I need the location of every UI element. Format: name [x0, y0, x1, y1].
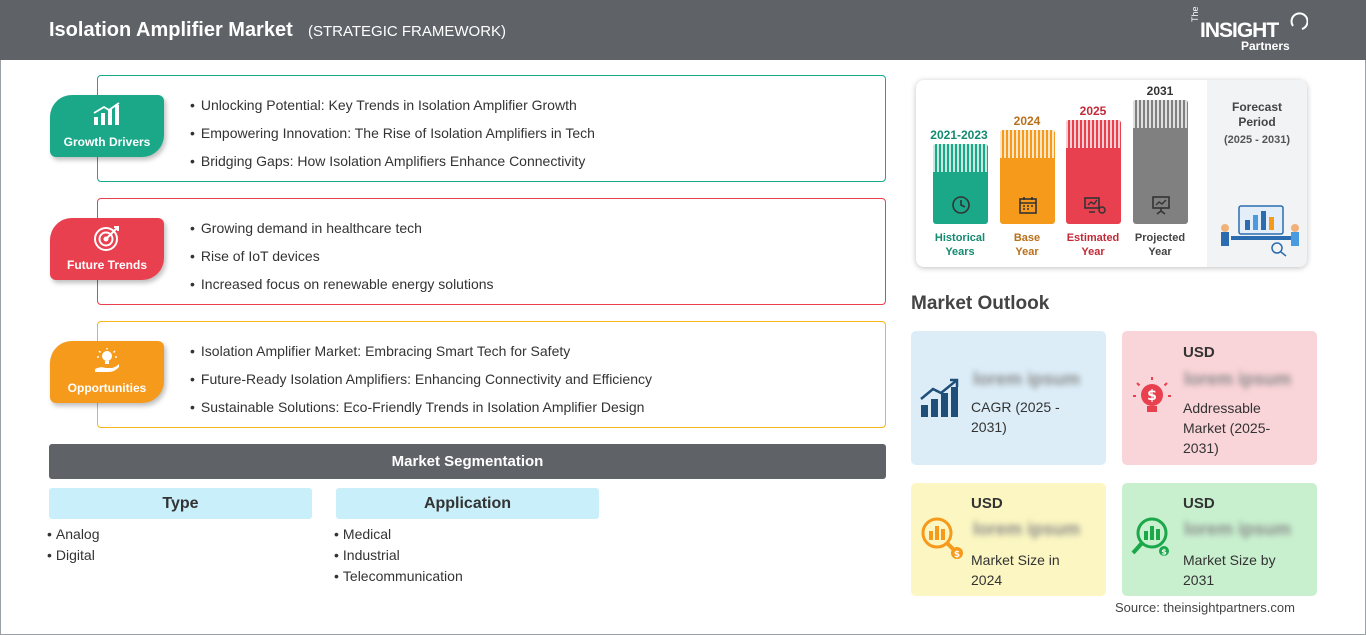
- idea-hand-icon: [92, 347, 122, 375]
- segment-application-header: Application: [336, 488, 599, 519]
- market-outlook-title: Market Outlook: [911, 293, 1050, 314]
- list-item: • Unlocking Potential: Key Trends in Isolation Amplifier Growth: [190, 95, 595, 123]
- list-item: • Digital: [47, 545, 100, 566]
- bar-year-label: 2024: [1013, 114, 1041, 128]
- presentation-icon: [1150, 194, 1172, 216]
- history-icon: [950, 194, 972, 216]
- bar-growth-icon: [92, 101, 122, 127]
- segment-type-header: Type: [49, 488, 312, 519]
- future-trends-panel: [97, 198, 886, 305]
- cagr-description: CAGR (2025 - 2031): [971, 399, 1060, 435]
- future-trends-label: Future Trends: [66, 258, 147, 272]
- logo-partners: Partners: [1241, 39, 1290, 53]
- analyst-illustration-icon: [1211, 198, 1303, 258]
- currency-label: USD: [1183, 344, 1215, 361]
- growth-drivers-badge: [50, 95, 164, 157]
- source-credit: Source: theinsightpartners.com: [1115, 600, 1295, 615]
- bar-year-label: 2025: [1079, 104, 1107, 118]
- outlook-card-size-2031: [1122, 483, 1317, 596]
- magnifier-chart-icon: [917, 513, 965, 561]
- magnifier-chart-icon: [1128, 513, 1176, 561]
- list-item: • Analog: [47, 524, 100, 545]
- insight-partners-logo[interactable]: [1190, 8, 1310, 54]
- svg-text:$: $: [1147, 388, 1157, 404]
- forecast-period-label: Forecast Period: [1231, 100, 1283, 129]
- list-item: • Bridging Gaps: How Isolation Amplifiers Enhance Connectivity: [190, 151, 595, 179]
- size-2031-value: lorem ipsum: [1184, 519, 1292, 539]
- page-title: Isolation Amplifier Market: [49, 19, 293, 41]
- logo-brand: INSIGHT: [1200, 19, 1279, 42]
- page-subtitle: (STRATEGIC FRAMEWORK): [308, 23, 507, 40]
- future-trends-badge: [50, 218, 164, 280]
- svg-text:$: $: [1161, 547, 1167, 557]
- logo-the: The: [1190, 6, 1200, 22]
- bar-caption: Projected Year: [1134, 232, 1186, 258]
- forecast-period-range: (2025 - 2031): [1223, 134, 1291, 146]
- bar-year-label: 2031: [1146, 84, 1174, 98]
- growth-chart-icon: [919, 377, 963, 419]
- timeline-bar-base: [1000, 130, 1055, 224]
- segment-type-list: [47, 524, 100, 566]
- list-item: • Industrial: [334, 545, 463, 566]
- bar-year-label: 2021-2023: [930, 128, 988, 142]
- lightbulb-dollar-icon: [1130, 375, 1174, 421]
- addressable-description: Addressable Market (2025-2031): [1183, 400, 1271, 456]
- list-item: • Rise of IoT devices: [190, 246, 494, 274]
- opportunities-list: [190, 341, 652, 425]
- currency-label: USD: [1183, 495, 1215, 512]
- list-item: • Empowering Innovation: The Rise of Isolation Amplifiers in Tech: [190, 123, 595, 151]
- list-item: • Future-Ready Isolation Amplifiers: Enhancing Connectivity and Efficiency: [190, 369, 652, 397]
- opportunities-panel: [97, 321, 886, 428]
- cagr-value: lorem ipsum: [973, 369, 1081, 389]
- timeline-bar-projected: [1133, 100, 1188, 224]
- logo-arc-icon: [1290, 10, 1308, 32]
- header-bar: [0, 0, 1366, 60]
- calendar-icon: [1017, 194, 1039, 216]
- growth-drivers-label: Growth Drivers: [63, 135, 151, 149]
- svg-text:$: $: [953, 550, 961, 560]
- growth-drivers-panel: [97, 75, 886, 182]
- future-trends-list: [190, 218, 494, 302]
- list-item: • Isolation Amplifier Market: Embracing Smart Tech for Safety: [190, 341, 652, 369]
- addressable-value: lorem ipsum: [1184, 369, 1292, 389]
- outlook-card-size-2024: [911, 483, 1106, 596]
- currency-label: USD: [971, 495, 1003, 512]
- size-2024-value: lorem ipsum: [973, 519, 1081, 539]
- segment-application-list: [334, 524, 463, 587]
- opportunities-label: Opportunities: [67, 381, 147, 395]
- size-2031-description: Market Size by 2031: [1183, 552, 1276, 588]
- list-item: • Growing demand in healthcare tech: [190, 218, 494, 246]
- timeline-card: [916, 80, 1307, 267]
- size-2024-description: Market Size in 2024: [971, 552, 1060, 588]
- forecast-period-panel: [1207, 80, 1307, 267]
- outlook-card-addressable: [1122, 331, 1317, 465]
- opportunities-badge: [50, 341, 164, 403]
- analytics-icon: [1083, 194, 1107, 216]
- growth-drivers-list: [190, 95, 595, 179]
- bar-caption: Base Year: [1013, 232, 1041, 258]
- list-item: • Increased focus on renewable energy solutions: [190, 274, 494, 302]
- list-item: • Telecommunication: [334, 566, 463, 587]
- bar-caption: Historical Years: [934, 232, 986, 258]
- timeline-bar-estimated: [1066, 120, 1121, 224]
- target-icon: [92, 224, 122, 252]
- list-item: • Sustainable Solutions: Eco-Friendly Trends in Isolation Amplifier Design: [190, 397, 652, 425]
- market-segmentation-header: Market Segmentation: [49, 444, 886, 479]
- outlook-card-cagr: [911, 331, 1106, 465]
- timeline-bar-historical: [933, 144, 988, 224]
- bar-caption: Estimated Year: [1066, 232, 1120, 258]
- list-item: • Medical: [334, 524, 463, 545]
